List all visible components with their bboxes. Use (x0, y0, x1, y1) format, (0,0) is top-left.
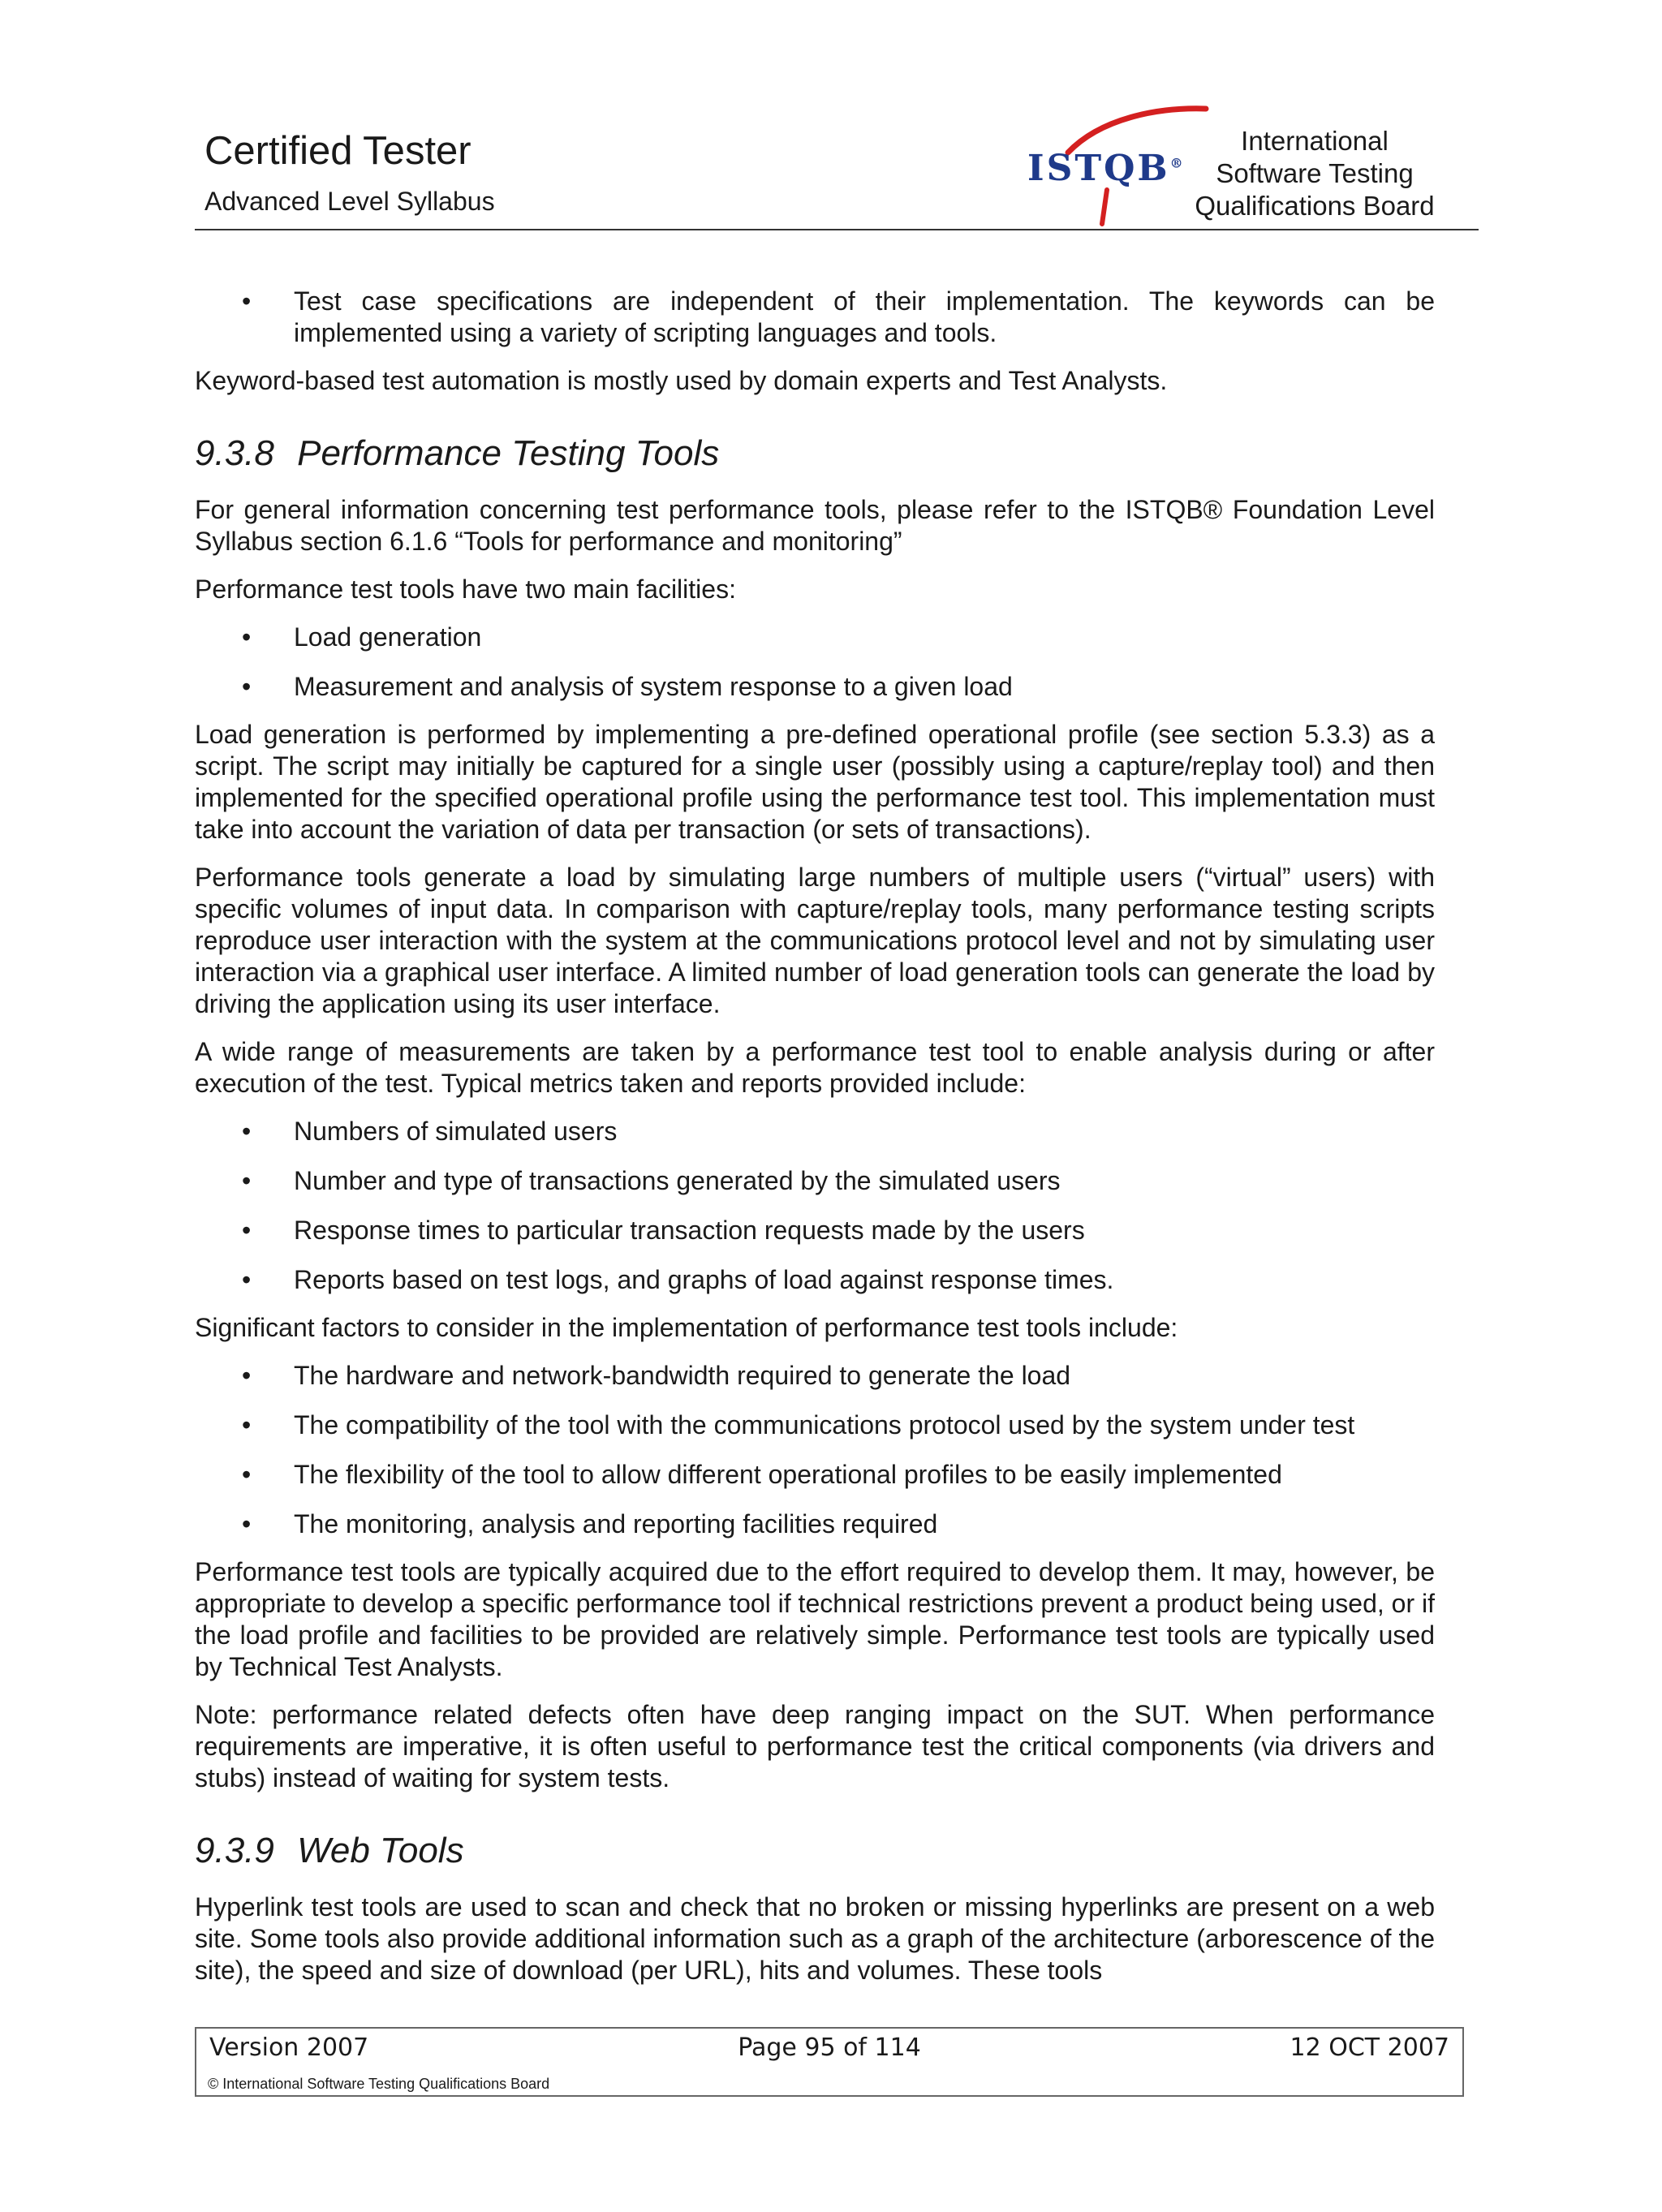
list-item: • Measurement and analysis of system response to a given load (242, 672, 1013, 701)
bullet-icon: • (242, 1460, 252, 1489)
page-footer (195, 2027, 1464, 2097)
footer-date: 12 OCT 2007 (1290, 2033, 1449, 2062)
section-heading-938: 9.3.8 Performance Testing Tools (195, 433, 720, 473)
section-heading-939: 9.3.9 Web Tools (195, 1831, 464, 1870)
list-item: • The hardware and network-bandwidth required to generate the load (242, 1361, 1071, 1390)
bullet-icon: • (242, 1509, 252, 1539)
list-item: • The flexibility of the tool to allow different operational profiles to be easily implemented (242, 1460, 1282, 1489)
logo-text: ISTQB® (1027, 148, 1183, 189)
list-item: • Number and type of transactions generated by the simulated users (242, 1166, 1061, 1195)
footer-copyright: © International Software Testing Qualifications Board (208, 2076, 550, 2092)
bullet-icon: • (242, 1361, 252, 1390)
bullet-icon: • (242, 1265, 252, 1294)
header-title: Certified Tester (205, 129, 471, 173)
footer-version: Version 2007 (209, 2033, 369, 2062)
bullet-icon: • (242, 1216, 252, 1245)
list-item: • Reports based on test logs, and graphs of load against response times. (242, 1265, 1114, 1294)
paragraph: Performance test tools have two main facilities: (195, 575, 736, 604)
bullet-icon: • (242, 672, 252, 701)
header-divider (195, 229, 1479, 230)
list-item: • Test case specifications are independent of their implementation. The keywords can be implemented using a variety of scripting languages and tools. (242, 286, 1435, 347)
paragraph: A wide range of measurements are taken by a performance test tool to enable analysis during or after execution of the test. Typical metrics taken and reports provided include: (195, 1037, 1435, 1098)
bullet-icon: • (242, 286, 252, 316)
org-line-2: Software Testing (1216, 158, 1414, 188)
facilities-list (195, 622, 1435, 703)
org-line-3: Qualifications Board (1195, 191, 1435, 221)
org-name (1169, 125, 1461, 222)
metrics-list (195, 1116, 1435, 1296)
org-line-1: International (1241, 126, 1389, 156)
list-item: • The monitoring, analysis and reporting facilities required (242, 1509, 938, 1539)
header-subtitle: Advanced Level Syllabus (205, 187, 495, 216)
factors-list (195, 1360, 1435, 1540)
paragraph: Note: performance related defects often have deep ranging impact on the SUT. When performance requirements are imperative, it is often useful to performance test the critical components (via drivers and stubs) instead of waiting for system tests. (195, 1700, 1435, 1792)
list-item: • Load generation (242, 622, 482, 652)
list-item: • Numbers of simulated users (242, 1117, 618, 1146)
paragraph: Hyperlink test tools are used to scan and check that no broken or missing hyperlinks are present on a web site. Some tools also provide additional information such as a graph of the architecture (arborescence of the site), the speed and size of download (per URL), hits and volumes. These tools (195, 1892, 1435, 1985)
bullet-icon: • (242, 1166, 252, 1195)
bullet-icon: • (242, 1117, 252, 1146)
paragraph: Performance test tools are typically acquired due to the effort required to develop them. It may, however, be appropriate to develop a specific performance tool if technical restrictions prevent a product being used, or if the load profile and facilities to be provided are relatively simple. Performance test tools are typically used by Technical Test Analysts. (195, 1557, 1435, 1681)
page-body (195, 286, 1435, 2003)
bullet-icon: • (242, 622, 252, 652)
footer-page-number: Page 95 of 114 (738, 2033, 921, 2062)
intro-bullet-list (195, 286, 1435, 349)
list-item: • The compatibility of the tool with the communications protocol used by the system under test (242, 1410, 1355, 1440)
paragraph: Keyword-based test automation is mostly used by domain experts and Test Analysts. (195, 366, 1168, 395)
paragraph: Performance tools generate a load by simulating large numbers of multiple users (“virtual” users) with specific volumes of input data. In comparison with capture/replay tools, many performance testing scripts reproduce user interaction with the system at the communications protocol level and not by simulating user interaction via a graphical user interface. A limited number of load generation tools can generate the load by driving the application using its user interface. (195, 863, 1435, 1018)
bullet-icon: • (242, 1410, 252, 1440)
paragraph: Load generation is performed by implementing a pre-defined operational profile (see section 5.3.3) as a script. The script may initially be captured for a single user (possibly using a capture/replay tool) and then implemented for the specified operational profile using the performance test tool. This implementation must take into account the variation of data per transaction (or sets of transactions). (195, 720, 1435, 844)
list-item: • Response times to particular transaction requests made by the users (242, 1216, 1085, 1245)
paragraph: For general information concerning test performance tools, please refer to the ISTQB® Foundation Level Syllabus section 6.1.6 “Tools for performance and monitoring” (195, 495, 1435, 556)
paragraph: Significant factors to consider in the implementation of performance test tools include: (195, 1313, 1178, 1342)
